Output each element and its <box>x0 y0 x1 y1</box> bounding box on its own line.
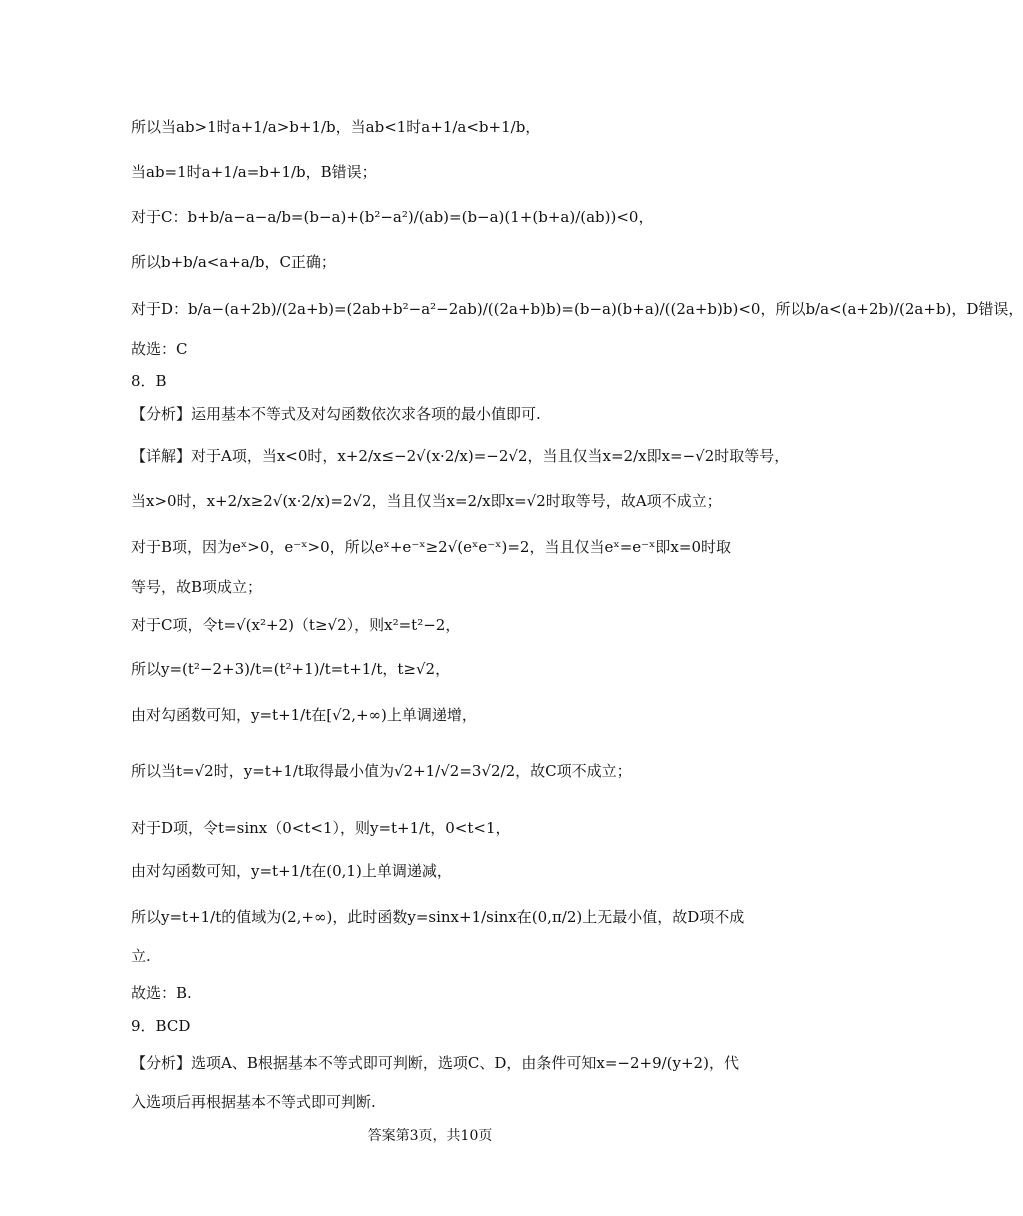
line-text: 对于D：b/a−(a+2b)/(2a+b)=(2ab+b²−a²−2ab)/((2a+b)b)=(b−a)(b+a)/((2a+b)b)<0，所以b/a<(a+2b)/(2a+b)，D错误， <box>131 300 1023 318</box>
line-text: 【详解】对于A项，当x<0时，x+2/x≤−2√(x·2/x)=−2√2，当且仅当x=2/x即x=−√2时取等号， <box>131 447 790 465</box>
line-text: 当ab=1时a+1/a=b+1/b，B错误； <box>131 163 377 181</box>
line-text: 8．B <box>131 372 167 390</box>
line-text: 对于C：b+b/a−a−a/b=(b−a)+(b²−a²)/(ab)=(b−a)(1+(b+a)/(ab))<0， <box>131 208 654 226</box>
detail-8-line-12 <box>131 945 732 967</box>
detail-8-line-9 <box>131 817 732 839</box>
line-text: 由对勾函数可知，y=t+1/t在(0,1)上单调递减， <box>131 862 452 880</box>
line-text: 入选项后再根据基本不等式即可判断. <box>131 1093 376 1111</box>
detail-8-line-8 <box>131 760 732 782</box>
line-text: 当x>0时，x+2/x≥2√(x·2/x)=2√2，当且仅当x=2/x即x=√2时取等号，故A项不成立； <box>131 492 722 510</box>
line-text: 故选：B. <box>131 984 192 1002</box>
line-text: 立. <box>131 947 151 965</box>
analysis-9-line-2 <box>131 1091 732 1113</box>
text-line-4 <box>131 251 732 273</box>
line-text: 对于B项，因为eˣ>0，e⁻ˣ>0，所以eˣ+e⁻ˣ≥2√(eˣe⁻ˣ)=2，当且仅当eˣ=e⁻ˣ即x=0时取 <box>131 538 731 556</box>
line-text: 由对勾函数可知，y=t+1/t在[√2,+∞)上单调递增， <box>131 706 477 724</box>
analysis-8 <box>131 403 732 425</box>
detail-8-line-3 <box>131 536 732 558</box>
question-number-9 <box>131 1015 732 1037</box>
text-line-2 <box>131 161 732 183</box>
detail-8-line-4 <box>131 576 732 598</box>
line-text: 【分析】选项A、B根据基本不等式即可判断，选项C、D，由条件可知x=−2+9/(y+2)，代 <box>131 1054 739 1072</box>
text-line-1 <box>131 116 732 138</box>
line-text: 所以y=(t²−2+3)/t=(t²+1)/t=t+1/t，t≥√2， <box>131 660 451 678</box>
text-line-6 <box>131 338 732 360</box>
line-text: 9．BCD <box>131 1017 191 1035</box>
page-footer: 答案第3页，共10页 <box>367 1128 493 1144</box>
line-text: 等号，故B项成立； <box>131 578 263 596</box>
answer-8 <box>131 982 732 1004</box>
text-line-3 <box>131 206 732 228</box>
line-text: 所以当t=√2时，y=t+1/t取得最小值为√2+1/√2=3√2/2，故C项不成立； <box>131 762 632 780</box>
line-text: 故选：C <box>131 340 188 358</box>
question-number-8 <box>131 370 732 392</box>
line-text: 所以b+b/a<a+a/b，C正确； <box>131 253 336 271</box>
text-line-5 <box>131 298 1023 320</box>
detail-8-line-1 <box>131 445 790 467</box>
analysis-9-line-1 <box>131 1052 739 1074</box>
line-text: 所以当ab>1时a+1/a>b+1/b，当ab<1时a+1/a<b+1/b， <box>131 118 541 136</box>
detail-8-line-2 <box>131 490 732 512</box>
line-text: 对于C项，令t=√(x²+2)（t≥√2），则x²=t²−2， <box>131 616 461 634</box>
line-text: 对于D项，令t=sinx（0<t<1），则y=t+1/t，0<t<1， <box>131 819 511 837</box>
detail-8-line-5 <box>131 614 732 636</box>
detail-8-line-10 <box>131 860 732 882</box>
line-text: 所以y=t+1/t的值域为(2,+∞)，此时函数y=sinx+1/sinx在(0,π/2)上无最小值，故D项不成 <box>131 908 745 926</box>
detail-8-line-11 <box>131 906 745 928</box>
detail-8-line-6 <box>131 658 732 680</box>
detail-8-line-7 <box>131 704 732 726</box>
line-text: 【分析】运用基本不等式及对勾函数依次求各项的最小值即可. <box>131 405 541 423</box>
